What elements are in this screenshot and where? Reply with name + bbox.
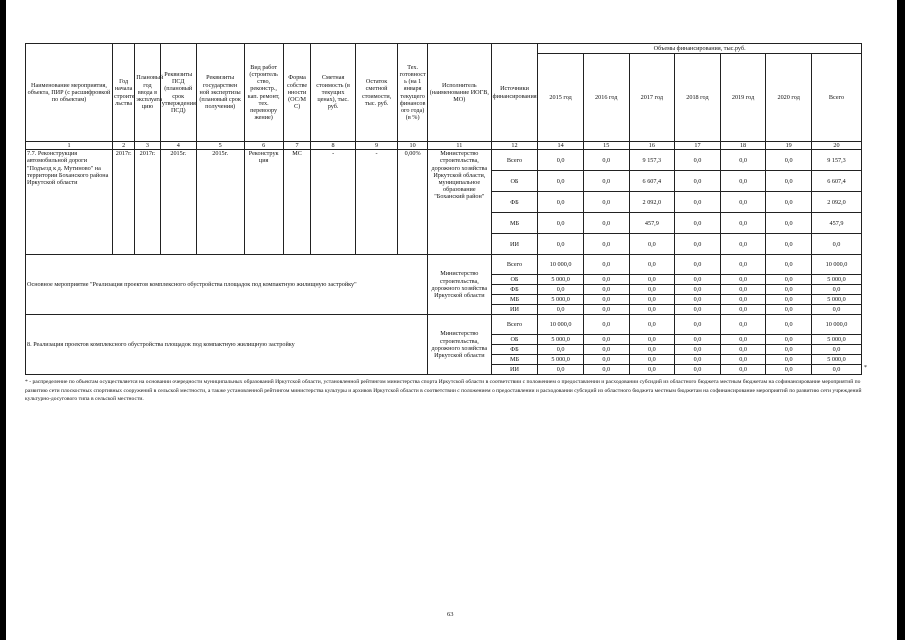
- value-cell: 0,0: [675, 150, 721, 171]
- value-cell: 0,0: [583, 285, 629, 295]
- value-cell: 0,0: [720, 305, 766, 315]
- value-cell: 0,0: [675, 295, 721, 305]
- value-cell: 0,0: [720, 234, 766, 255]
- hdr-plan-year: Плановый год ввода в эксплуата цию: [135, 44, 160, 142]
- value-cell: 0,0: [766, 285, 812, 295]
- column-number: 20: [811, 142, 861, 150]
- value-cell: 0,0: [583, 213, 629, 234]
- source-cell: ОБ: [491, 275, 538, 285]
- column-number: 7: [283, 142, 311, 150]
- value-cell: 0,0: [766, 305, 812, 315]
- column-number: 1: [26, 142, 113, 150]
- hdr-name: Наименование мероприятия, объекта, ПИР (с расшифровкой по объектам): [26, 44, 113, 142]
- value-cell: 0,0: [811, 345, 861, 355]
- column-number: 3: [135, 142, 160, 150]
- hdr-2020: 2020 год: [766, 54, 812, 142]
- value-cell: 0,0: [766, 365, 812, 375]
- hdr-work-type: Вид работ (строитель ство, реконстр., кап. ремонт, тех. перевоору жение): [244, 44, 283, 142]
- value-cell: 0,0: [766, 255, 812, 275]
- value-cell: 0,0: [720, 335, 766, 345]
- source-cell: МБ: [491, 295, 538, 305]
- value-cell: 5 000,0: [811, 275, 861, 285]
- page-number: 63: [447, 611, 454, 618]
- scan-edge-right: [897, 0, 905, 640]
- hdr-2018: 2018 год: [675, 54, 721, 142]
- value-cell: 5 000,0: [811, 335, 861, 345]
- value-cell: 0,0: [675, 213, 721, 234]
- value-cell: 0,0: [629, 275, 675, 285]
- value-cell: 0,0: [720, 285, 766, 295]
- value-cell: 0,0: [766, 275, 812, 285]
- value-cell: 457,9: [811, 213, 861, 234]
- value-cell: 0,0: [583, 255, 629, 275]
- table-row: [26, 315, 862, 335]
- value-cell: 5 000,0: [538, 295, 584, 305]
- main-event-block: [26, 255, 862, 315]
- value-cell: 0,0: [720, 255, 766, 275]
- value-cell: 0,0: [811, 234, 861, 255]
- value-cell: 0,0: [629, 285, 675, 295]
- column-numbers-row: [26, 142, 862, 150]
- source-cell: ФБ: [491, 285, 538, 295]
- source-cell: ФБ: [491, 192, 538, 213]
- source-cell: ОБ: [491, 335, 538, 345]
- hdr-2017: 2017 год: [629, 54, 675, 142]
- value-cell: 0,0: [583, 305, 629, 315]
- value-cell: 0,0: [583, 171, 629, 192]
- value-cell: 0,0: [583, 275, 629, 285]
- value-cell: 0,0: [538, 285, 584, 295]
- column-number: 15: [583, 142, 629, 150]
- value-cell: 0,0: [675, 335, 721, 345]
- value-cell: 0,0: [675, 315, 721, 335]
- source-cell: ОБ: [491, 171, 538, 192]
- footnote: * - распределение по объектам осуществляется на основании очередности муниципальных образований Иркутской области, установленной рейтингом министерства спорта Иркутской области в соответствии с положением о предоставлении и расходовании субсидий из областного бюджета местным бюджетам на софинансирование мероприятий по развитию сети плоскостных спортивных сооружений в сельской местности, а также установленной рейтингом министерства культуры и архивов Иркутской области в соответствии с положением о предоставлении и расходовании субсидий из областного бюджета местным бюджетам на софинансирование мероприятий по развитию сети учреждений культурно-досугового типа в сельской местности.: [25, 379, 862, 403]
- value-cell: 0,0: [766, 355, 812, 365]
- value-cell: 0,0: [629, 355, 675, 365]
- scan-edge-left: [0, 0, 6, 640]
- value-cell: 0,0: [720, 345, 766, 355]
- value-cell: 0,0: [766, 213, 812, 234]
- value-cell: 0,0: [720, 315, 766, 335]
- value-cell: 0,0: [629, 315, 675, 335]
- value-cell: 0,0: [583, 355, 629, 365]
- table-row: [26, 150, 862, 171]
- value-cell: 0,0: [675, 171, 721, 192]
- value-cell: 2 092,0: [811, 192, 861, 213]
- value-cell: 5 000,0: [538, 355, 584, 365]
- value-cell: 0,0: [720, 355, 766, 365]
- value-cell: 0,0: [675, 275, 721, 285]
- value-cell: 0,0: [675, 345, 721, 355]
- column-number: 19: [766, 142, 812, 150]
- obj-ready: 0,00%: [398, 150, 428, 255]
- block-executor: Министерство строительства, дорожного хозяйства Иркутской области: [428, 315, 492, 375]
- hdr-readiness: Тех. готовност ь (на 1 января текущего финансов ого года) (в %): [398, 44, 428, 142]
- column-number: 11: [428, 142, 492, 150]
- value-cell: 0,0: [538, 192, 584, 213]
- column-number: 4: [160, 142, 196, 150]
- value-cell: 0,0: [675, 234, 721, 255]
- value-cell: 10 000,0: [811, 255, 861, 275]
- column-number: 6: [244, 142, 283, 150]
- column-number: 18: [720, 142, 766, 150]
- value-cell: 0,0: [811, 305, 861, 315]
- value-cell: 9 157,3: [811, 150, 861, 171]
- object-block: [26, 150, 862, 255]
- obj-own: МС: [283, 150, 311, 255]
- obj-psd: 2015г.: [160, 150, 196, 255]
- value-cell: 0,0: [766, 150, 812, 171]
- value-cell: 0,0: [720, 275, 766, 285]
- value-cell: 0,0: [538, 365, 584, 375]
- value-cell: 0,0: [720, 365, 766, 375]
- value-cell: 457,9: [629, 213, 675, 234]
- column-number: 14: [538, 142, 584, 150]
- value-cell: 0,0: [766, 335, 812, 345]
- value-cell: 5 000,0: [538, 275, 584, 285]
- hdr-cost: Сметная стоимость (в текущих ценах), тыс. руб.: [311, 44, 356, 142]
- financing-table: [25, 43, 862, 375]
- value-cell: 10 000,0: [811, 315, 861, 335]
- value-cell: 0,0: [538, 213, 584, 234]
- hdr-2015: 2015 год: [538, 54, 584, 142]
- value-cell: 0,0: [583, 365, 629, 375]
- hdr-total: Всего: [811, 54, 861, 142]
- value-cell: 0,0: [538, 345, 584, 355]
- value-cell: 0,0: [720, 171, 766, 192]
- source-cell: ИИ: [491, 305, 538, 315]
- hdr-remainder: Остаток сметной стоимости, тыс. руб.: [355, 44, 397, 142]
- value-cell: 0,0: [766, 295, 812, 305]
- value-cell: 0,0: [675, 255, 721, 275]
- value-cell: 10 000,0: [538, 315, 584, 335]
- value-cell: 0,0: [629, 255, 675, 275]
- column-number: 8: [311, 142, 356, 150]
- value-cell: 0,0: [720, 150, 766, 171]
- table-row: [26, 255, 862, 275]
- value-cell: 0,0: [538, 171, 584, 192]
- column-number: 5: [196, 142, 244, 150]
- value-cell: 0,0: [583, 150, 629, 171]
- value-cell: 0,0: [583, 234, 629, 255]
- value-cell: 0,0: [538, 150, 584, 171]
- obj-executor: Министерство строительства, дорожного хозяйства Иркутской области, муниципальное образование "Боханский район": [428, 150, 492, 255]
- value-cell: 0,0: [629, 345, 675, 355]
- hdr-ownership: Форма собстве нности (ОС/М С): [283, 44, 311, 142]
- value-cell: 0,0: [629, 335, 675, 345]
- section-8-block: [26, 315, 862, 375]
- value-cell: 6 607,4: [629, 171, 675, 192]
- value-cell: 0,0: [629, 234, 675, 255]
- block-name: 8. Реализация проектов комплексного обустройства площадок под компактную жилищную застройку: [26, 315, 428, 375]
- column-number: 10: [398, 142, 428, 150]
- source-cell: Всего: [491, 315, 538, 335]
- hdr-volumes: Объемы финансирования, тыс.руб.: [538, 44, 862, 54]
- source-cell: Всего: [491, 255, 538, 275]
- value-cell: 0,0: [811, 365, 861, 375]
- value-cell: 0,0: [675, 305, 721, 315]
- column-number: 16: [629, 142, 675, 150]
- obj-rem: -: [355, 150, 397, 255]
- value-cell: 5 000,0: [811, 295, 861, 305]
- hdr-expertise: Реквизиты государствен ной экспертизы (плановый срок получения): [196, 44, 244, 142]
- value-cell: 0,0: [720, 192, 766, 213]
- asterisk-mark: *: [864, 365, 867, 371]
- source-cell: МБ: [491, 213, 538, 234]
- value-cell: 0,0: [583, 192, 629, 213]
- value-cell: 0,0: [675, 192, 721, 213]
- value-cell: 0,0: [629, 295, 675, 305]
- source-cell: Всего: [491, 150, 538, 171]
- hdr-2016: 2016 год: [583, 54, 629, 142]
- value-cell: 0,0: [629, 305, 675, 315]
- column-number: 17: [675, 142, 721, 150]
- value-cell: 0,0: [766, 234, 812, 255]
- hdr-executor: Исполнитель (наименование ИОГВ, МО): [428, 44, 492, 142]
- hdr-start-year: Год начала строите льства: [112, 44, 134, 142]
- value-cell: 0,0: [720, 295, 766, 305]
- value-cell: 0,0: [766, 315, 812, 335]
- hdr-sources: Источники финансирования: [491, 44, 538, 142]
- obj-start: 2017г.: [112, 150, 134, 255]
- hdr-2019: 2019 год: [720, 54, 766, 142]
- source-cell: ИИ: [491, 234, 538, 255]
- value-cell: 0,0: [811, 285, 861, 295]
- value-cell: 0,0: [629, 365, 675, 375]
- hdr-psd: Реквизиты ПСД (плановый срок утверждения ПСД): [160, 44, 196, 142]
- obj-cost: -: [311, 150, 356, 255]
- source-cell: ИИ: [491, 365, 538, 375]
- value-cell: 6 607,4: [811, 171, 861, 192]
- column-number: 2: [112, 142, 134, 150]
- value-cell: 0,0: [675, 355, 721, 365]
- value-cell: 5 000,0: [811, 355, 861, 365]
- value-cell: 0,0: [583, 315, 629, 335]
- value-cell: 0,0: [675, 365, 721, 375]
- column-number: 12: [491, 142, 538, 150]
- value-cell: 0,0: [583, 295, 629, 305]
- value-cell: 0,0: [583, 345, 629, 355]
- value-cell: 0,0: [583, 335, 629, 345]
- obj-type: Реконструк ция: [244, 150, 283, 255]
- block-name: Основное мероприятие "Реализация проектов комплексного обустройства площадок под компактную жилищную застройку": [26, 255, 428, 315]
- value-cell: 0,0: [766, 171, 812, 192]
- value-cell: 0,0: [766, 192, 812, 213]
- value-cell: 0,0: [720, 213, 766, 234]
- block-executor: Министерство строительства, дорожного хозяйства Иркутской области: [428, 255, 492, 315]
- value-cell: 0,0: [675, 285, 721, 295]
- value-cell: 0,0: [538, 234, 584, 255]
- value-cell: 5 000,0: [538, 335, 584, 345]
- source-cell: ФБ: [491, 345, 538, 355]
- obj-exp: 2015г.: [196, 150, 244, 255]
- value-cell: 10 000,0: [538, 255, 584, 275]
- value-cell: 0,0: [766, 345, 812, 355]
- obj-plan: 2017г.: [135, 150, 160, 255]
- value-cell: 9 157,3: [629, 150, 675, 171]
- value-cell: 2 092,0: [629, 192, 675, 213]
- obj-name: 7.7. Реконструкция автомобильной дороги "Подъезд к д. Мутиново" на территории Боханского района Иркутской области: [26, 150, 113, 255]
- column-number: 9: [355, 142, 397, 150]
- value-cell: 0,0: [538, 305, 584, 315]
- source-cell: МБ: [491, 355, 538, 365]
